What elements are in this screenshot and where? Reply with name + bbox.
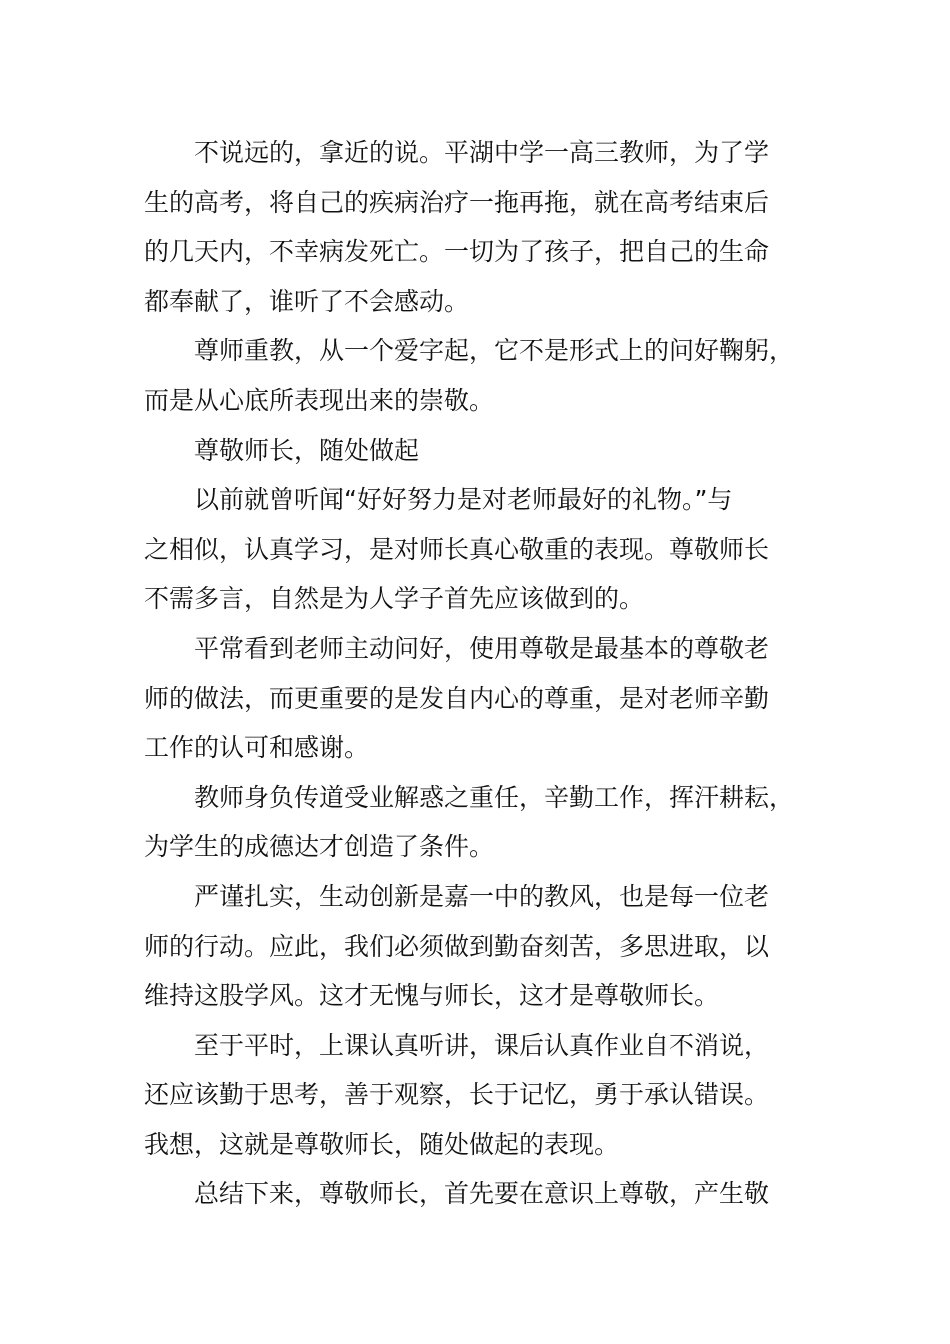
text-line: 总结下来，尊敬师长，首先要在意识上尊敬，产生敬 (194, 1179, 770, 1209)
text-line: 之相似，认真学习，是对师长真心敬重的表现。尊敬师长 (144, 534, 770, 564)
text-line: 我想，这就是尊敬师长，随处做起的表现。 (144, 1129, 620, 1159)
text-line: 师的行动。应此，我们必须做到勤奋刻苦，多思进取，以 (144, 931, 770, 961)
text-line: 严谨扎实，生动创新是嘉一中的教风，也是每一位老 (194, 881, 770, 911)
text-line: 维持这股学风。这才无愧与师长，这才是尊敬师长。 (144, 981, 720, 1011)
text-line: 不说远的，拿近的说。平湖中学一高三教师，为了学 (194, 138, 770, 167)
text-line: 尊师重教，从一个爱字起，它不是形式上的问好鞠躬， (194, 336, 795, 366)
text-line: 平常看到老师主动问好，使用尊敬是最基本的尊敬老 (194, 633, 770, 663)
text-line: 不需多言，自然是为人学子首先应该做到的。 (144, 584, 645, 614)
text-line: 教师身负传道受业解惑之重任，辛勤工作，挥汗耕耘， (194, 782, 795, 812)
text-line: 工作的认可和感谢。 (144, 733, 370, 763)
text-line: 生的高考，将自己的疾病治疗一拖再拖，就在高考结束后 (144, 187, 770, 217)
text-line: 以前就曾听闻“好好努力是对老师最好的礼物。”与 (194, 485, 733, 515)
text-line: 都奉献了，谁听了不会感动。 (144, 286, 470, 316)
text-line: 为学生的成德达才创造了条件。 (144, 832, 495, 862)
text-line: 的几天内，不幸病发死亡。一切为了孩子，把自己的生命 (144, 237, 770, 267)
text-line: 而是从心底所表现出来的崇敬。 (144, 385, 495, 415)
text-line: 师的做法，而更重要的是发自内心的尊重，是对老师辛勤 (144, 683, 770, 713)
document-body (144, 128, 834, 1219)
text-line: 至于平时，上课认真听讲，课后认真作业自不消说， (194, 1030, 770, 1060)
text-line: 还应该勤于思考，善于观察，长于记忆，勇于承认错误。 (144, 1080, 770, 1110)
section-heading: 尊敬师长，随处做起 (194, 435, 420, 465)
